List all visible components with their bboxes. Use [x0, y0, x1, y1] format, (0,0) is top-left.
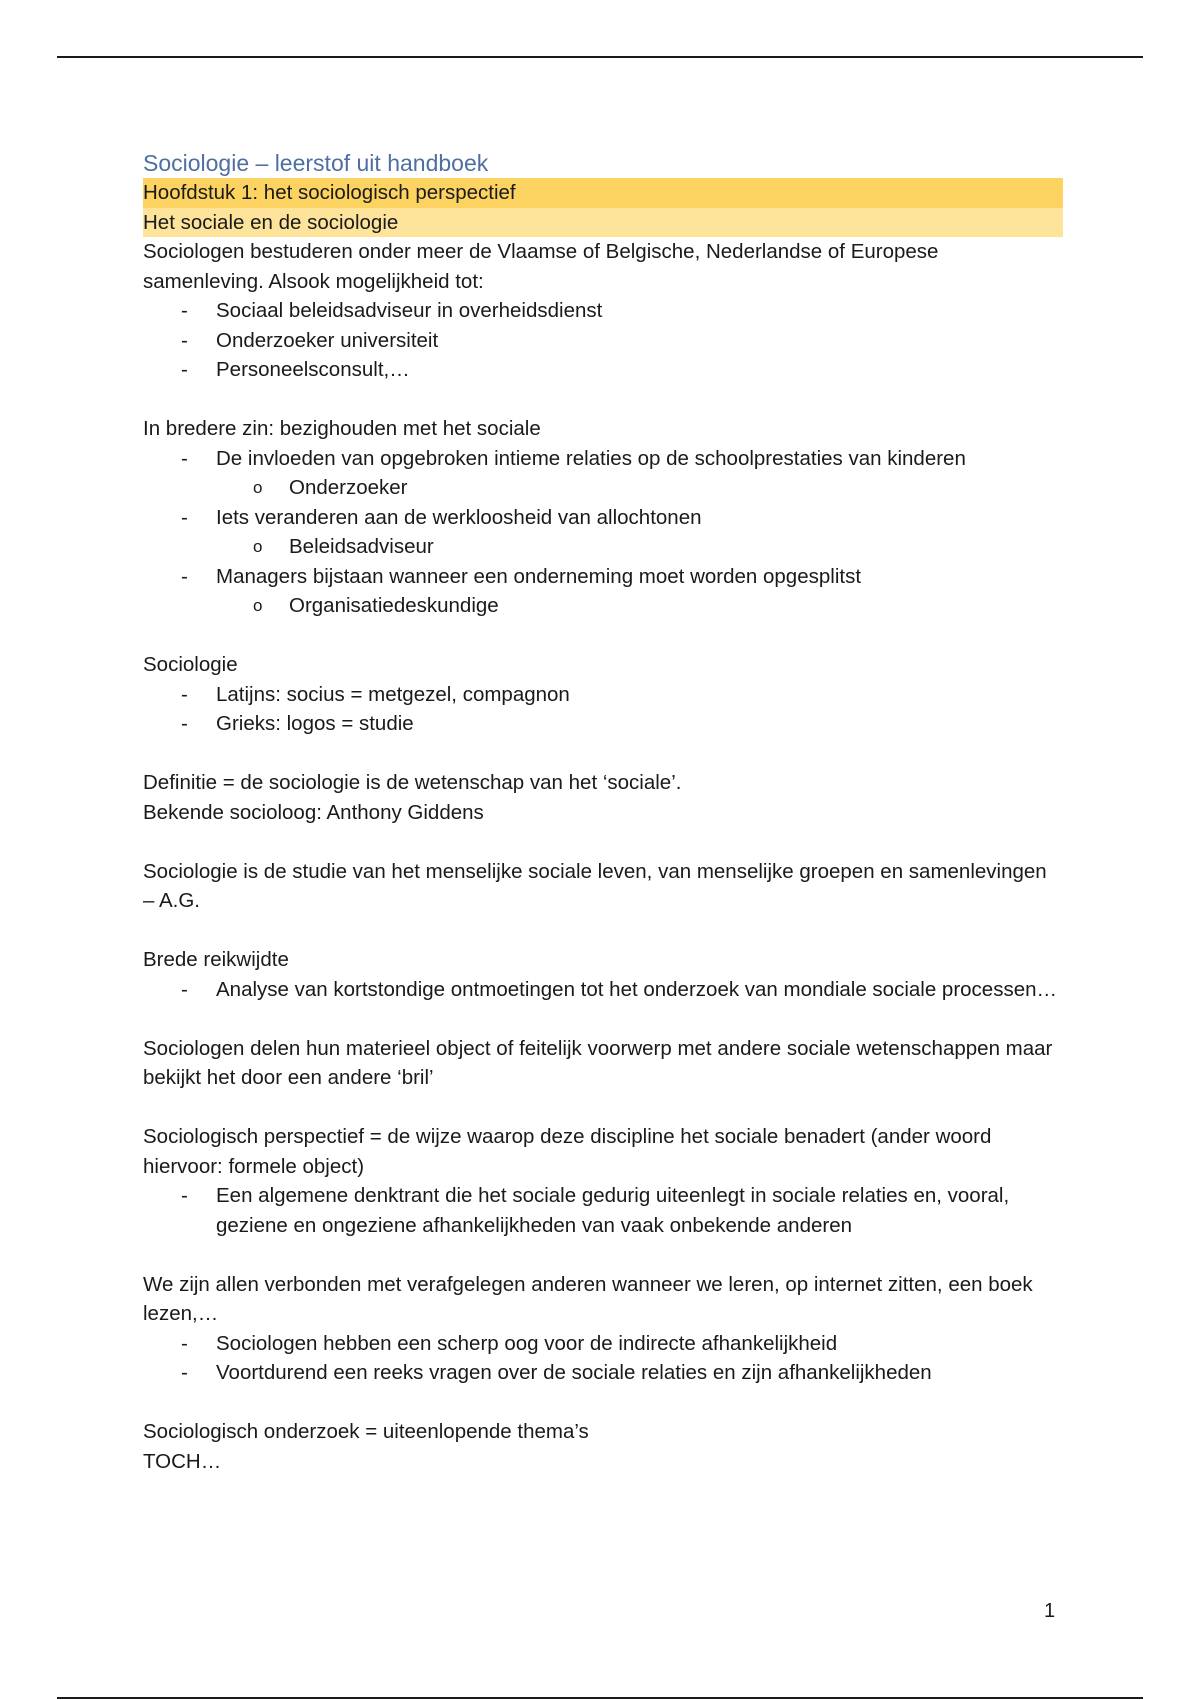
list-item: - Iets veranderen aan de werkloosheid van allochtonen [143, 503, 1063, 533]
sub-list-item: o Onderzoeker [143, 473, 1063, 503]
bullet-list [143, 296, 1063, 385]
list-item: - Sociaal beleidsadviseur in overheidsdienst [143, 296, 1063, 326]
list-item: - Latijns: socius = metgezel, compagnon [143, 680, 1063, 710]
list-item: - Managers bijstaan wanneer een onderneming moet worden opgesplitst [143, 562, 1063, 592]
list-item: - Grieks: logos = studie [143, 709, 1063, 739]
section-heading: Het sociale en de sociologie [143, 208, 1063, 238]
quote: Sociologie is de studie van het menselijke sociale leven, van menselijke groepen en samenlevingen – A.G. [143, 859, 1047, 912]
page-number: 1 [1044, 1600, 1056, 1622]
paragraph: Bekende socioloog: Anthony Giddens [143, 800, 484, 824]
paragraph: Sociologie [143, 653, 238, 676]
bullet-list [143, 444, 1063, 621]
document-body [143, 148, 1063, 1476]
bullet-list [143, 1181, 1063, 1240]
bottom-rule [57, 1697, 1143, 1699]
paragraph: In bredere zin: bezighouden met het sociale [143, 417, 541, 440]
paragraph: TOCH… [143, 1449, 222, 1473]
sub-list-item: o Beleidsadviseur [143, 532, 1063, 562]
definition: Definitie = de sociologie is de wetenschap van het ‘sociale’. [143, 771, 682, 794]
paragraph: Sociologen delen hun materieel object of feitelijk voorwerp met andere sociale wetenschappen maar bekijkt het door een andere ‘bril’ [143, 1036, 1053, 1089]
bullet-list [143, 975, 1063, 1005]
paragraph: We zijn allen verbonden met verafgelegen anderen wanneer we leren, op internet zitten, een boek lezen,… [143, 1272, 1033, 1325]
paragraph: Brede reikwijdte [143, 948, 289, 971]
paragraph: Sociologisch perspectief = de wijze waarop deze discipline het sociale benadert (ander woord hiervoor: formele object) [143, 1125, 992, 1178]
chapter-heading: Hoofdstuk 1: het sociologisch perspectief [143, 178, 1063, 208]
sub-list-item: o Organisatiedeskundige [143, 591, 1063, 621]
bullet-list [143, 680, 1063, 739]
paragraph: Sociologen bestuderen onder meer de Vlaamse of Belgische, Nederlandse of Europese samenleving. Alsook mogelijkheid tot: [143, 240, 939, 293]
list-item: - De invloeden van opgebroken intieme relaties op de schoolprestaties van kinderen [143, 444, 1063, 474]
document-title: Sociologie – leerstof uit handboek [143, 150, 489, 176]
list-item: - Analyse van kortstondige ontmoetingen tot het onderzoek van mondiale sociale processen… [143, 975, 1063, 1005]
list-item: - Sociologen hebben een scherp oog voor de indirecte afhankelijkheid [143, 1329, 1063, 1359]
list-item: - Voortdurend een reeks vragen over de sociale relaties en zijn afhankelijkheden [143, 1358, 1063, 1388]
list-item: - Onderzoeker universiteit [143, 326, 1063, 356]
list-item: - Personeelsconsult,… [143, 355, 1063, 385]
bullet-list [143, 1329, 1063, 1388]
paragraph: Sociologisch onderzoek = uiteenlopende thema’s [143, 1420, 589, 1443]
top-rule [57, 56, 1143, 58]
list-item: - Een algemene denktrant die het sociale gedurig uiteenlegt in sociale relaties en, vooral, geziene en ongeziene afhankelijkheden van vaak onbekende anderen [143, 1181, 1063, 1240]
